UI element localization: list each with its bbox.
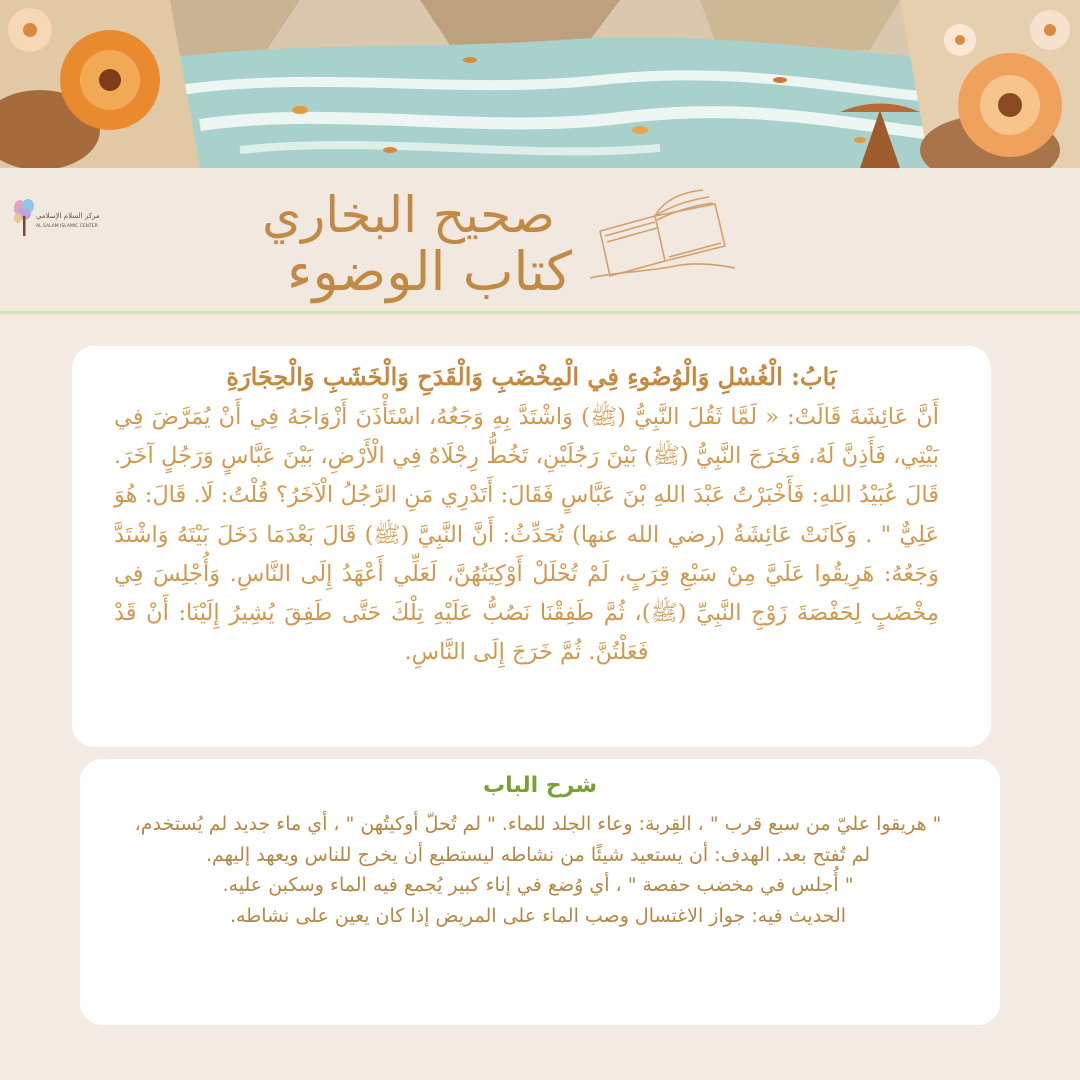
logo-arabic-text: مركز السلام الإسلامي xyxy=(36,212,100,220)
explanation-paragraph: الحديث فيه: جواز الاغتسال وصب الماء على المريض إذا كان يعين على نشاطه. xyxy=(229,904,847,927)
page-title: صحيح البخاري xyxy=(262,186,555,244)
decorative-banner xyxy=(0,0,1080,168)
chapter-heading: بَابُ: الْغُسْلِ وَالْوُضُوءِ فِي الْمِخْضَبِ وَالْقَدَحِ وَالْخَشَبِ وَالْحِجَارَةِ xyxy=(226,362,837,391)
explanation-card xyxy=(80,759,1000,1025)
explanation-text xyxy=(128,809,948,931)
explanation-heading: شرح الباب xyxy=(483,773,597,798)
logo-english-text: AL SALAM ISLAMIC CENTER xyxy=(36,224,98,229)
page-subtitle: كتاب الوضوء xyxy=(287,240,572,303)
explanation-paragraph: " هريقوا عليّ من سبع قرب " ، القِربة: وعاء الجلد للماء. " لم تُحلّ أوكيتُهن " ، أي ماء جديد لم يُستخدم، لم تُفتح بعد. الهدف: أن يستعيد شيئًا من نشاطه ليستطيع أن يخرج للناس ويعهد إليهم. xyxy=(134,813,942,866)
explanation-paragraph: " أُجلس في مخضب حفصة " ، أي وُضع في إناء كبير يُجمع فيه الماء وسكبن عليه. xyxy=(222,874,854,896)
hadith-card xyxy=(72,346,991,747)
header-divider xyxy=(0,311,1080,314)
open-book-icon xyxy=(585,186,745,286)
hadith-text: أَنَّ عَائِشَةَ قَالَتْ: « لَمَّا ثَقُلَ النَّبِيُّ (ﷺ) وَاشْتَدَّ بِهِ وَجَعُهُ، اسْتَأْذَنَ أَزْوَاجَهُ فِي أَنْ يُمَرَّضَ فِي بَيْتِي، فَأَذِنَّ لَهُ، فَخَرَجَ النَّبِيُّ (ﷺ) بَيْنَ رَجُلَيْنِ، تَخُطُّ رِجْلَاهُ فِي الْأَرْضِ، بَيْنَ عَبَّاسٍ وَرَجُلٍ آخَرَ. قَالَ عُبَيْدُ اللهِ: فَأَخْبَرْتُ عَبْدَ اللهِ بْنَ عَبَّاسٍ فَقَالَ: أَتَدْرِي مَنِ الرَّجُلُ الْآخَرُ؟ قُلْتُ: لَا. قَالَ: هُوَ عَلِيٌّ " . وَكَانَتْ عَائِشَةُ (رضي الله عنها) تُحَدِّثُ: أَنَّ النَّبِيَّ (ﷺ) قَالَ بَعْدَمَا دَخَلَ بَيْتَهُ وَاشْتَدَّ وَجَعُهُ: هَرِيقُوا عَلَيَّ مِنْ سَبْعِ قِرَبٍ، لَمْ تُحْلَلْ أَوْكِيَتُهُنَّ، لَعَلِّي أَعْهَدُ إِلَى النَّاسِ. وَأُجْلِسَ فِي مِخْضَبٍ لِحَفْصَةَ زَوْجِ النَّبِيِّ (ﷺ)، ثُمَّ طَفِقْنَا نَصُبُّ عَلَيْهِ تِلْكَ حَتَّى طَفِقَ يُشِيرُ إِلَيْنَا: أَنْ قَدْ فَعَلْتُنَّ. ثُمَّ خَرَجَ إِلَى النَّاسِ. xyxy=(114,404,939,666)
river-landscape-illustration xyxy=(0,0,1080,168)
